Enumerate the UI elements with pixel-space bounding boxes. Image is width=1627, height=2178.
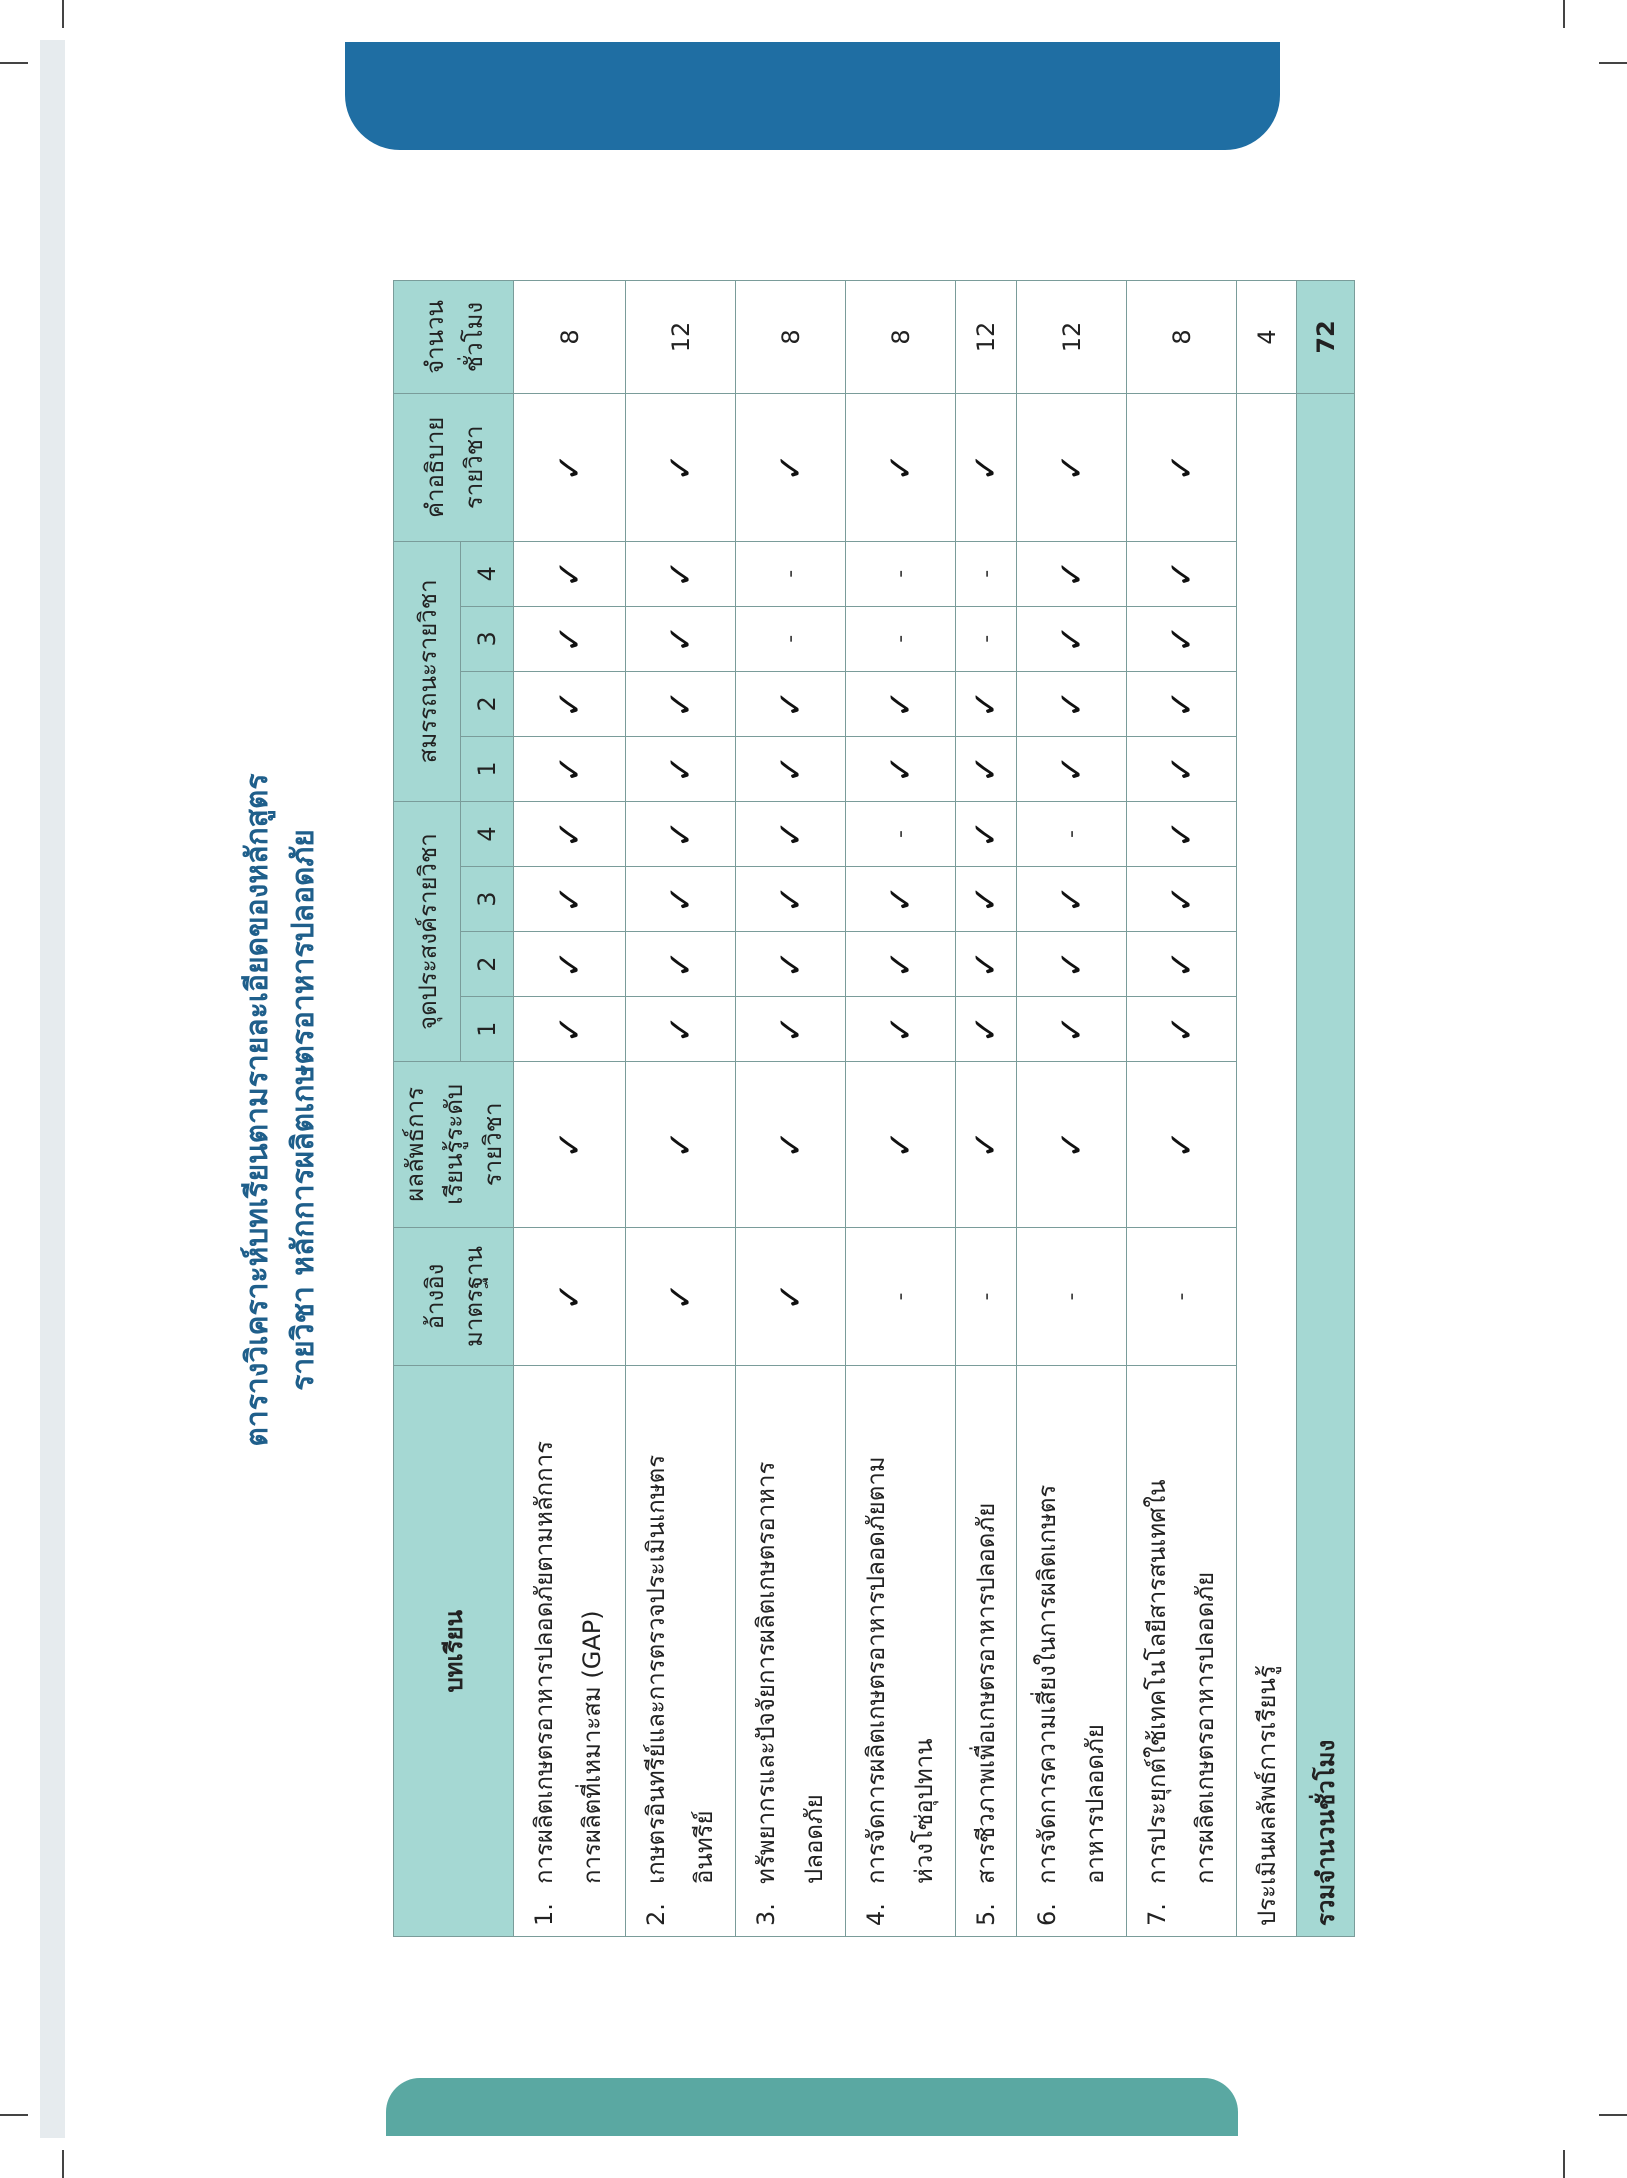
- crop-mark: [62, 2150, 64, 2178]
- objective-cell: ✓: [1127, 801, 1237, 866]
- hours-cell: 8: [1127, 281, 1237, 394]
- competency-cell: -: [956, 541, 1017, 606]
- competency-cell: -: [846, 606, 956, 671]
- lesson-cell: [956, 1366, 1017, 1937]
- competency-cell: ✓: [1127, 671, 1237, 736]
- lesson-title-line-2: ห่วงโซ่อุปทาน: [910, 1738, 938, 1884]
- reference-cell: -: [1127, 1227, 1237, 1366]
- objective-cell: ✓: [736, 801, 846, 866]
- objective-cell: ✓: [626, 801, 736, 866]
- learning-outcome-cell: ✓: [1017, 1062, 1127, 1227]
- table-body: [514, 281, 1237, 1937]
- lesson-number: 7.: [1143, 1903, 1171, 1926]
- objective-cell: ✓: [1017, 932, 1127, 997]
- hours-cell: 8: [736, 281, 846, 394]
- competency-cell: ✓: [736, 736, 846, 801]
- description-cell: ✓: [1017, 393, 1127, 541]
- objective-cell: ✓: [1127, 867, 1237, 932]
- description-cell: ✓: [514, 393, 626, 541]
- competency-cell: -: [736, 541, 846, 606]
- reference-cell: -: [846, 1227, 956, 1366]
- objective-cell: ✓: [736, 932, 846, 997]
- competency-cell: ✓: [626, 671, 736, 736]
- analysis-table: [393, 280, 1355, 1937]
- page-title: [235, 280, 327, 1940]
- crop-mark: [0, 2114, 28, 2116]
- header-sub-number: 3: [461, 867, 514, 932]
- analysis-table-wrap: [393, 280, 1355, 1937]
- objective-cell: -: [846, 801, 956, 866]
- header-description: คำอธิบาย รายวิชา: [394, 393, 514, 541]
- reference-cell: -: [956, 1227, 1017, 1366]
- header-objectives: จุดประสงค์รายวิชา: [394, 801, 461, 1061]
- lesson-number: 6.: [1033, 1903, 1061, 1926]
- lesson-number: 2.: [642, 1903, 670, 1926]
- objective-cell: ✓: [736, 997, 846, 1062]
- lesson-title-line-1: สารชีวภาพเพื่อเกษตรอาหารปลอดภัย: [972, 1502, 1000, 1884]
- competency-cell: ✓: [846, 671, 956, 736]
- header-reference: อ้างอิง มาตรฐาน: [394, 1227, 514, 1366]
- competency-cell: ✓: [626, 606, 736, 671]
- lesson-title-line-1: การจัดการความเสี่ยงในการผลิตเกษตร: [1033, 1484, 1061, 1884]
- lesson-cell: [736, 1366, 846, 1937]
- lesson-title-line-2: อาหารปลอดภัย: [1081, 1724, 1109, 1884]
- total-label: รวมจำนวนชั่วโมง: [1297, 393, 1355, 1936]
- competency-cell: -: [956, 606, 1017, 671]
- objective-cell: ✓: [514, 932, 626, 997]
- lesson-title-line-2: การผลิตเกษตรอาหารปลอดภัย: [1191, 1571, 1219, 1884]
- objective-cell: ✓: [1017, 867, 1127, 932]
- lesson-cell: [626, 1366, 736, 1937]
- objective-cell: ✓: [626, 932, 736, 997]
- header-sub-number: 3: [461, 606, 514, 671]
- competency-cell: ✓: [514, 606, 626, 671]
- rotated-content: [185, 280, 1385, 1940]
- objective-cell: -: [1017, 801, 1127, 866]
- total-hours: 72: [1297, 281, 1355, 394]
- table-row: [736, 281, 846, 1937]
- table-row: [956, 281, 1017, 1937]
- assessment-hours: 4: [1237, 281, 1297, 394]
- competency-cell: ✓: [514, 671, 626, 736]
- competency-cell: ✓: [736, 671, 846, 736]
- objective-cell: ✓: [956, 801, 1017, 866]
- hours-cell: 12: [626, 281, 736, 394]
- title-line-2: รายวิชา หลักการผลิตเกษตรอาหารปลอดภัย: [286, 829, 321, 1391]
- learning-outcome-cell: ✓: [846, 1062, 956, 1227]
- reference-cell: ✓: [514, 1227, 626, 1366]
- crop-mark: [1599, 62, 1627, 64]
- competency-cell: -: [736, 606, 846, 671]
- header-learning-outcome: ผลลัพธ์การ เรียนรู้ระดับ รายวิชา: [394, 1062, 514, 1227]
- header-lesson: บทเรียน: [394, 1366, 514, 1937]
- crop-mark: [1599, 2114, 1627, 2116]
- title-line-1: ตารางวิเคราะห์บทเรียนตามรายละเอียดของหลักสูตร: [240, 773, 275, 1447]
- competency-cell: ✓: [514, 541, 626, 606]
- objective-cell: ✓: [514, 801, 626, 866]
- hours-cell: 12: [956, 281, 1017, 394]
- reference-cell: ✓: [736, 1227, 846, 1366]
- objective-cell: ✓: [1127, 997, 1237, 1062]
- lesson-title-line-1: การประยุกต์ใช้เทคโนโลยีสารสนเทศใน: [1143, 1479, 1171, 1884]
- lesson-number: 1.: [530, 1903, 558, 1926]
- description-cell: ✓: [1127, 393, 1237, 541]
- competency-cell: ✓: [1017, 736, 1127, 801]
- objective-cell: ✓: [846, 932, 956, 997]
- lesson-cell: [846, 1366, 956, 1937]
- header-competencies: สมรรถนะรายวิชา: [394, 541, 461, 801]
- header-banner: [345, 42, 1280, 150]
- lesson-number: 5.: [972, 1903, 1000, 1926]
- lesson-cell: [1017, 1366, 1127, 1937]
- competency-cell: ✓: [626, 736, 736, 801]
- left-margin-band: [40, 40, 65, 2138]
- table-row: [626, 281, 736, 1937]
- objective-cell: ✓: [1127, 932, 1237, 997]
- lesson-number: 4.: [862, 1903, 890, 1926]
- hours-cell: 12: [1017, 281, 1127, 394]
- crop-mark: [62, 0, 64, 28]
- objective-cell: ✓: [514, 997, 626, 1062]
- lesson-title-line-2: อินทรีย์: [690, 1810, 718, 1884]
- objective-cell: ✓: [514, 867, 626, 932]
- competency-cell: -: [846, 541, 956, 606]
- learning-outcome-cell: ✓: [1127, 1062, 1237, 1227]
- objective-cell: ✓: [736, 867, 846, 932]
- learning-outcome-cell: ✓: [626, 1062, 736, 1227]
- objective-cell: ✓: [846, 997, 956, 1062]
- lesson-title-line-2: ปลอดภัย: [800, 1794, 828, 1884]
- header-sub-number: 2: [461, 671, 514, 736]
- description-cell: ✓: [626, 393, 736, 541]
- description-cell: ✓: [956, 393, 1017, 541]
- footer-banner: [386, 2078, 1238, 2136]
- assessment-row: [1237, 281, 1297, 1937]
- header-sub-number: 4: [461, 801, 514, 866]
- header-hours: จำนวน ชั่วโมง: [394, 281, 514, 394]
- lesson-cell: [514, 1366, 626, 1937]
- objective-cell: ✓: [956, 932, 1017, 997]
- lesson-title-line-1: เกษตรอินทรีย์และการตรวจประเมินเกษตร: [642, 1454, 670, 1884]
- crop-mark: [1563, 0, 1565, 28]
- header-sub-number: 2: [461, 932, 514, 997]
- table-row: [514, 281, 626, 1937]
- competency-cell: ✓: [956, 671, 1017, 736]
- total-row: [1297, 281, 1355, 1937]
- header-sub-number: 4: [461, 541, 514, 606]
- competency-cell: ✓: [1127, 541, 1237, 606]
- crop-mark: [0, 62, 28, 64]
- crop-mark: [1563, 2150, 1565, 2178]
- objective-cell: ✓: [956, 997, 1017, 1062]
- table-row: [1017, 281, 1127, 1937]
- objective-cell: ✓: [846, 867, 956, 932]
- competency-cell: ✓: [1127, 606, 1237, 671]
- description-cell: ✓: [846, 393, 956, 541]
- competency-cell: ✓: [514, 736, 626, 801]
- hours-cell: 8: [514, 281, 626, 394]
- description-cell: ✓: [736, 393, 846, 541]
- objective-cell: ✓: [626, 997, 736, 1062]
- lesson-title-line-2: การผลิตที่เหมาะสม (GAP): [578, 1610, 606, 1884]
- competency-cell: ✓: [846, 736, 956, 801]
- competency-cell: ✓: [1017, 541, 1127, 606]
- objective-cell: ✓: [626, 867, 736, 932]
- competency-cell: ✓: [1017, 671, 1127, 736]
- header-sub-number: 1: [461, 736, 514, 801]
- reference-cell: ✓: [626, 1227, 736, 1366]
- lesson-cell: [1127, 1366, 1237, 1937]
- header-sub-number: 1: [461, 997, 514, 1062]
- lesson-title-line-1: การจัดการผลิตเกษตรอาหารปลอดภัยตาม: [862, 1456, 890, 1884]
- table-row: [1127, 281, 1237, 1937]
- lesson-number: 3.: [752, 1903, 780, 1926]
- competency-cell: ✓: [626, 541, 736, 606]
- competency-cell: ✓: [1127, 736, 1237, 801]
- competency-cell: ✓: [956, 736, 1017, 801]
- learning-outcome-cell: ✓: [956, 1062, 1017, 1227]
- reference-cell: -: [1017, 1227, 1127, 1366]
- competency-cell: ✓: [1017, 606, 1127, 671]
- learning-outcome-cell: ✓: [736, 1062, 846, 1227]
- learning-outcome-cell: ✓: [514, 1062, 626, 1227]
- assessment-label: ประเมินผลลัพธ์การเรียนรู้: [1237, 393, 1297, 1936]
- hours-cell: 8: [846, 281, 956, 394]
- objective-cell: ✓: [1017, 997, 1127, 1062]
- lesson-title-line-1: ทรัพยากรและปัจจัยการผลิตเกษตรอาหาร: [752, 1461, 780, 1884]
- objective-cell: ✓: [956, 867, 1017, 932]
- lesson-title-line-1: การผลิตเกษตรอาหารปลอดภัยตามหลักการ: [530, 1440, 558, 1884]
- table-row: [846, 281, 956, 1937]
